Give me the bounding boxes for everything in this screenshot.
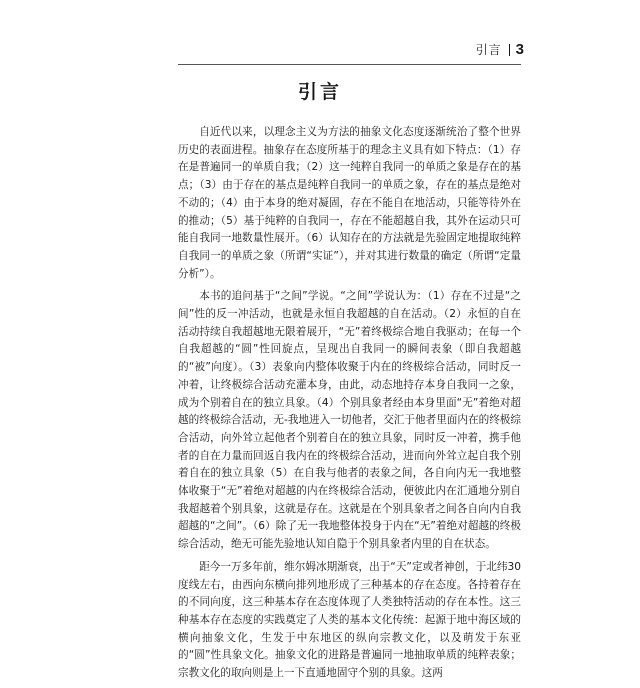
body-text (178, 124, 521, 688)
running-head (476, 41, 524, 58)
paragraph-2: 本书的追问基于“之间”学说。“之间”学说认为：（1）存在不过是“之间”性的反一冲活动，也就是永恒自我超越的自在活动。（2）永恒的自在活动持续自我超越地无限着展开，“无”着终极综合地自我驱动；在每一个自我超越的“圆”性回旋点，呈现出自我同一的瞬间表象（即自我超越的“被”向度）。（3）表象向内整体收聚于内在的终极综合活动，同时反一冲着，让终极综合活动充灌本身，由此，动态地持存本身自我同一之象，成为个别着自在的独立具象。（4）个别具象者经由本身里面“无”着绝对超越的终极综合活动，无-我地进入一切他者，交汇于他者里面内在的终极综合活动，向外耸立起他者个别着自在的独立具象，同时反一冲着，携手他者的自在力量而回返自我内在的终极综合活动，进而向外耸立起自我个别着自在的独立具象（5）在自我与他者的表象之间，各自向内无一我地整体收聚于“无”着绝对超越的内在终极综合活动，便彼此内在汇通地分别自我超越着个别具象，这就是存在。这就是在个别具象者之间各自向内自我超越的“之间”。（6）除了无一我地整体投身于内在“无”着绝对超越的终极综合活动，绝无可能先验地认知自隐于个别具象者内里的自在状态。 (178, 290, 521, 551)
paragraph-1: 自近代以来，以理念主义为方法的抽象文化态度逐渐统治了整个世界历史的表面进程。抽象存在态度所基于的理念主义具有如下特点：（1）存在是普遍同一的单质自我；（2）这一纯粹自我同一的单质之象是存在的基点；（3）由于存在的基点是纯粹自我同一的单质之象，存在的基点是绝对不动的；（4）由于本身的绝对凝固，存在不能自在地活动，只能等待外在的推动；（5）基于纯粹的自我同一，存在不能超越自我，其外在运动只可能自我同一地数量性展开。（6）认知存在的方法就是先验固定地提取纯粹自我同一的单质之象（所谓“实证”），并对其进行数量的确定（所谓“定量分析”）。 (178, 126, 521, 280)
running-head-section-label: 引言 (475, 43, 502, 57)
header-rule (178, 64, 521, 65)
running-head-divider (509, 44, 510, 56)
paragraph-3: 距今一万多年前，维尔姆冰期渐衰，出于“天”定或者神创，于北纬30度线左右，由西向东横向排列地形成了三种基本的存在态度。各持着存在的不同向度，这三种基本存在态度体现了人类独特活动的存在本性。这三种基本存在态度的实践奠定了人类的基本文化传统：起源于地中海区域的横向抽象文化，生发于中东地区的纵向宗教文化，以及萌发于东亚的“圆”性具象文化。抽象文化的进路是普遍同一地抽取单质的纯粹表象；宗教文化的取向则是上一下直通地固守个别的具象。这两 (178, 560, 521, 680)
page-number: 3 (515, 41, 524, 58)
chapter-title: 引言 (297, 81, 342, 103)
